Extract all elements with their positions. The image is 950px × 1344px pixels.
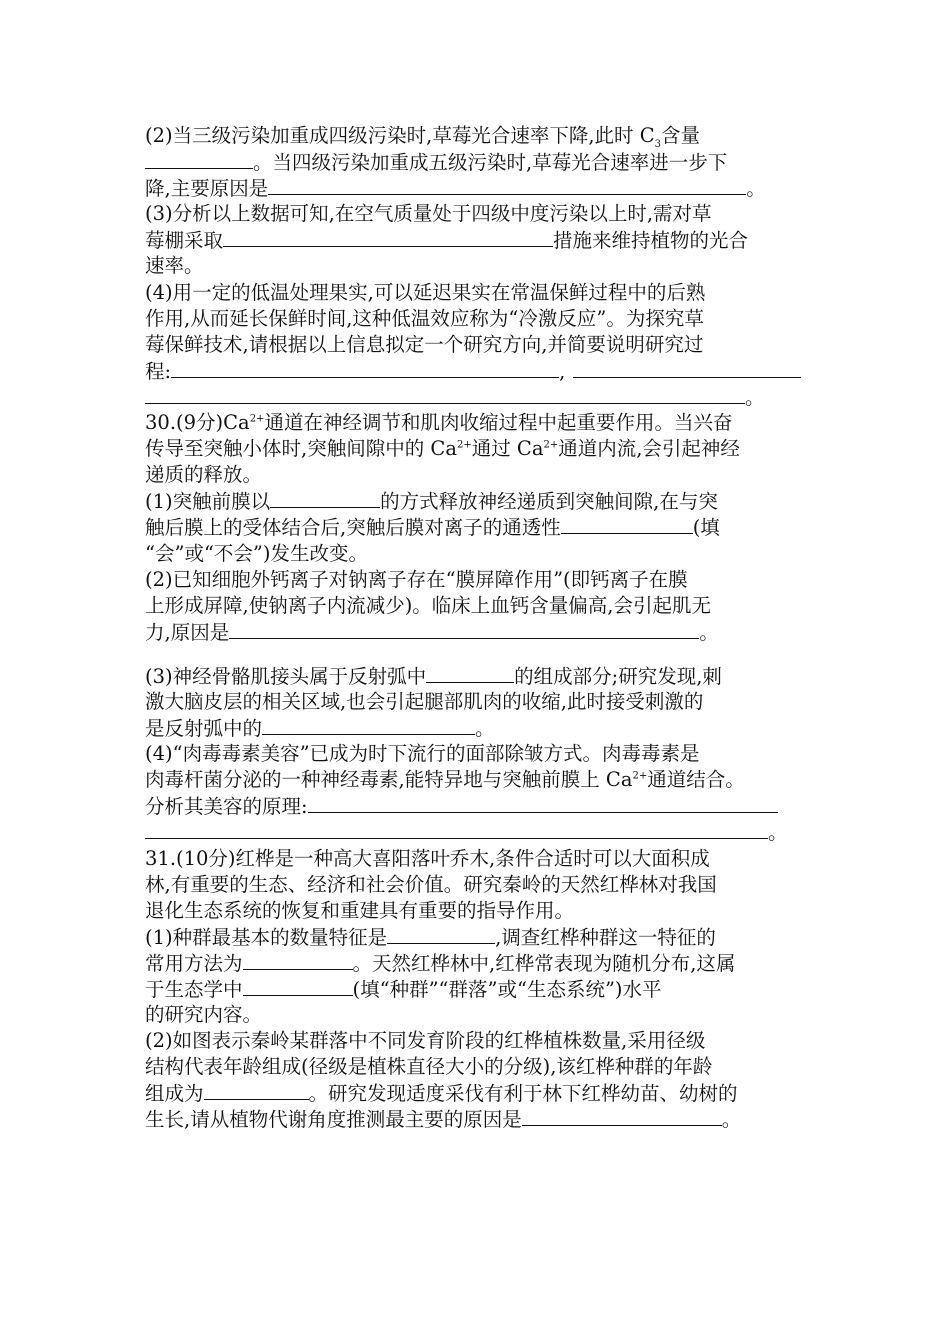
text-line: (1)突触前膜以 的方式释放神经递质到突触间隙,在与突 [145,490,718,514]
text-line: 作用,从而延长保鲜时间,这种低温效应称为“冷激反应”。为探究草 [145,306,704,330]
text-line: 程: , [145,358,815,384]
text-line: 林,有重要的生态、经济和社会价值。研究秦岭的天然红桦林对我国 [145,872,717,896]
text-line: 退化生态系统的恢复和重建具有重要的指导作用。 [145,898,575,922]
text-line: 是反射弧中的 。 [145,717,495,741]
answer-blank[interactable] [223,227,553,247]
answer-blank[interactable] [270,488,380,508]
text-line: “会”或“不会”)发生改变。 [145,541,368,565]
text-line: 上形成屏障,使钠离子内流减少)。临床上血钙含量偏高,会引起肌无 [145,593,712,617]
text-line: 。 [145,819,815,845]
answer-blank[interactable] [145,819,768,839]
text-line: 于生态学中 (填“种群”“群落”或“生态系统”)水平 [145,978,662,1001]
text-line: 力,原因是 。 [145,620,719,644]
text-line: 结构代表年龄组成(径级是植株直径大小的分级),该红桦种群的年龄 [145,1055,713,1079]
text-line: (2)如图表示秦岭某群落中不同发育阶段的红桦植株数量,采用径级 [145,1029,706,1053]
text-line: 生长,请从植物代谢角度推测最主要的原因是 。 [145,1108,742,1132]
question-30-heading: 30.(9分)$Ca^{2+}$通道在神经调节和肌肉收缩过程中起重要作用。当兴奋 [145,411,733,435]
answer-blank[interactable] [243,976,353,996]
answer-blank[interactable] [262,715,475,735]
answer-blank[interactable] [229,619,699,639]
text-line: 常用方法为 。天然红桦林中,红桦常表现为随机分布,这属 [145,951,736,975]
text-line: 传导至突触小体时,突触间隙中的 $Ca^{2+}$通过 $Ca^{2+}$通道内流,会引起神经 [145,437,740,461]
text-line: 递质的释放。 [145,463,263,487]
answer-blank[interactable] [522,1106,722,1126]
answer-blank[interactable] [243,950,353,970]
text-line: (4)用一定的低温处理果实,可以延迟果实在常温保鲜过程中的后熟 [145,280,706,304]
answer-blank[interactable] [308,793,778,813]
text-line: 。当四级污染加重成五级污染时,草莓光合速率进一步下 [145,149,815,175]
text-line: (2)已知细胞外钙离子对钠离子存在“膜屏障作用”(即钙离子在膜 [145,567,688,591]
text-line: (3)分析以上数据可知,在空气质量处于四级中度污染以上时,需对草 [145,202,712,226]
answer-blank[interactable] [145,384,745,404]
text-line: 分析其美容的原理: [145,793,815,819]
text-line: 组成为 。研究发现适度采伐有利于林下红桦幼苗、幼树的 [145,1082,738,1106]
answer-blank[interactable] [204,1080,309,1100]
question-text [145,123,815,1133]
answer-blank[interactable] [145,149,253,169]
spacer [145,645,815,663]
text-line: 降,主要原因是 。 [145,177,766,201]
text-line: 莓棚采取 措施来维持植物的光合 [145,229,749,253]
text-line: 莓保鲜技术,请根据以上信息拟定一个研究方向,并简要说明研究过 [145,332,704,356]
text-line: 。 [145,384,815,410]
text-line: (3)神经骨骼肌接头属于反射弧中 的组成部分;研究发现,刺 [145,664,722,688]
answer-blank[interactable] [426,663,514,683]
answer-blank[interactable] [561,514,693,534]
question-31-heading: 31.(10分)红桦是一种高大喜阳落叶乔木,条件合适时可以大面积成 [145,846,710,870]
text-line: 触后膜上的受体结合后,突触后膜对离子的通透性 (填 [145,516,720,540]
text-line: (2)当三级污染加重成四级污染时,草莓光合速率下降,此时 $C_3$含量 [145,124,701,150]
answer-blank[interactable] [268,175,746,195]
answer-blank[interactable] [171,358,559,378]
answer-blank[interactable] [387,924,495,944]
text-line: 的研究内容。 [145,1003,263,1027]
text-line: 激大脑皮层的相关区域,也会引起腿部肌肉的收缩,此时接受刺激的 [145,689,704,713]
text-line: 肉毒杆菌分泌的一种神经毒素,能特异地与突触前膜上 $Ca^{2+}$通道结合。 [145,768,745,792]
text-line: (1)种群最基本的数量特征是 ,调查红桦种群这一特征的 [145,925,716,949]
text-line: 速率。 [145,254,204,278]
text-line: (4)“肉毒毒素美容”已成为时下流行的面部除皱方式。肉毒毒素是 [145,742,700,766]
answer-blank[interactable] [573,358,801,378]
